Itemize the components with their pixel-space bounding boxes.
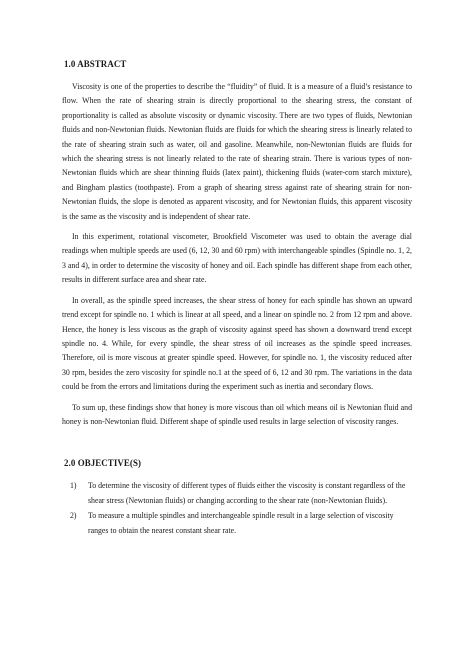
abstract-paragraph-4: To sum up, these findings show that honey is more viscous than oil which means oil is Newtonian fluid and honey is non-Newtonian fluid. Different shape of spindle used results in large selection of viscosity ranges. bbox=[62, 402, 412, 426]
abstract-section bbox=[62, 58, 412, 429]
objective-number: 1) bbox=[70, 481, 77, 491]
objective-text: To measure a multiple spindles and interchangeable spindle result in a large selection of viscosity ranges to obtain the nearest constant shear rate. bbox=[88, 511, 394, 535]
objectives-heading: 2.0 OBJECTIVE(S) bbox=[64, 458, 142, 469]
objective-number: 2) bbox=[70, 511, 77, 521]
objectives-list bbox=[62, 479, 412, 538]
objective-item-2 bbox=[62, 509, 412, 538]
abstract-heading: 1.0 ABSTRACT bbox=[64, 59, 127, 69]
abstract-paragraph-1: Viscosity is one of the properties to describe the “fluidity” of fluid. It is a measure of a fluid’s resistance to flow. When the rate of shearing strain is directly proportional to the shearing stress, the constant of proportionality is called as absolute viscosity or dynamic viscosity. There are two types of fluids, Newtonian fluids and non-Newtonian fluids. Newtonian fluids are fluids for which the shearing stress is linearly related to the rate of shearing strain such as water, oil and gasoline. Meanwhile, non-Newtonian fluids are fluids for which the shearing stress is not linearly related to the rate of shearing strain. There is various types of non-Newtonian fluids which are shear thinning fluids (latex paint), thickening fluids (water-corn starch mixture), and Bingham plastics (toothpaste). From a graph of shearing stress against rate of shearing strain for non-Newtonian fluids, the slope is denoted as apparent viscosity, and for Newtonian fluids, this apparent viscosity is the same as the viscosity and is independent of shear rate. bbox=[62, 82, 412, 221]
objective-text: To determine the viscosity of different types of fluids either the viscosity is constant regardless of the shear stress (Newtonian fluids) or changing according to the shear rate (non-Newtonian fluids). bbox=[88, 481, 406, 505]
abstract-paragraph-2: In this experiment, rotational viscometer, Brookfield Viscometer was used to obtain the average dial readings when multiple speeds are used (6, 12, 30 and 60 rpm) with interchangeable spindles (Spindle no. 1, 2, 3 and 4), in order to determine the viscosity of honey and oil. Each spindle has different shape from each other, results in different surface area and shear rate. bbox=[62, 232, 412, 285]
objectives-section bbox=[62, 457, 412, 538]
abstract-paragraph-3: In overall, as the spindle speed increases, the shear stress of honey for each spindle has shown an upward trend except for spindle no. 1 which is linear at all speed, and a linear on spindle no. 2 from 12 rpm and above. Hence, the honey is less viscous as the graph of viscosity against speed has shown a downward trend except spindle no. 4. While, for every spindle, the shear stress of oil increases as the spindle speed increases. Therefore, oil is more viscous at greater spindle speed. However, for spindle no. 1, the viscosity reduced after 30 rpm, besides the zero viscosity for spindle no.1 at the speed of 6, 12 and 30 rpm. The variations in the data could be from the errors and limitations during the experiment such as inertia and secondary flows. bbox=[62, 295, 412, 392]
objective-item-1 bbox=[62, 479, 412, 508]
